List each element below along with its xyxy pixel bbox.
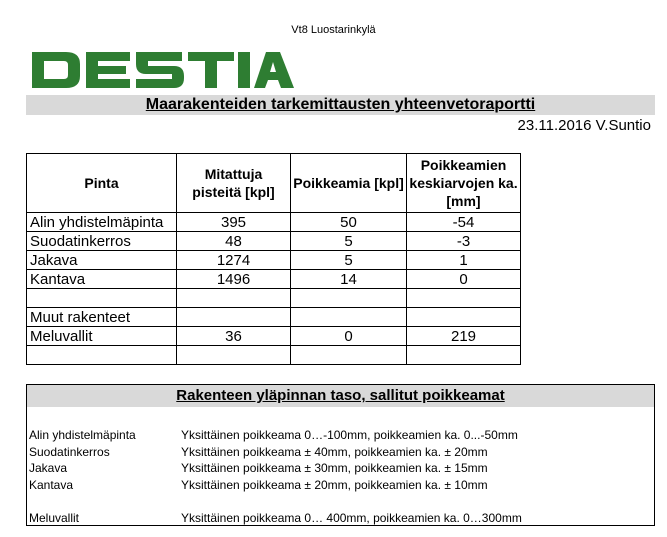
cell-keskiarvo: 0 [407, 270, 521, 289]
cell-poikkeamia: 5 [291, 251, 407, 270]
cell-keskiarvo [407, 308, 521, 327]
cell-keskiarvo: -54 [407, 213, 521, 232]
cell-keskiarvo: 1 [407, 251, 521, 270]
destia-logo [32, 52, 294, 88]
column-header-pinta: Pinta [27, 154, 177, 213]
tolerance-layer: Suodatinkerros [29, 445, 110, 459]
cell-pinta: Meluvallit [27, 327, 177, 346]
tolerance-text: Yksittäinen poikkeama ± 40mm, poikkeamien ka. ± 20mm [181, 445, 488, 459]
table-row [27, 270, 521, 289]
cell-pinta [27, 289, 177, 308]
cell-keskiarvo: 219 [407, 327, 521, 346]
cell-pinta [27, 346, 177, 365]
tolerance-layer: Kantava [29, 478, 74, 492]
cell-poikkeamia [291, 346, 407, 365]
cell-keskiarvo: -3 [407, 232, 521, 251]
report-date-author: 23.11.2016 V.Suntio [517, 117, 651, 134]
cell-pinta: Kantava [27, 270, 177, 289]
table-header-row [27, 154, 521, 213]
table-row [27, 327, 521, 346]
cell-mitattuja: 1496 [177, 270, 291, 289]
cell-poikkeamia: 5 [291, 232, 407, 251]
cell-mitattuja [177, 346, 291, 365]
cell-keskiarvo [407, 289, 521, 308]
table-row [27, 346, 521, 365]
table-row [27, 213, 521, 232]
cell-mitattuja: 1274 [177, 251, 291, 270]
cell-pinta: Muut rakenteet [27, 308, 177, 327]
project-title: Vt8 Luostarinkylä [291, 24, 376, 36]
cell-mitattuja: 36 [177, 327, 291, 346]
cell-mitattuja [177, 308, 291, 327]
cell-poikkeamia: 50 [291, 213, 407, 232]
cell-pinta: Suodatinkerros [27, 232, 177, 251]
cell-poikkeamia: 0 [291, 327, 407, 346]
report-title: Maarakenteiden tarkemittausten yhteenvetoraportti [145, 96, 536, 113]
tolerance-text: Yksittäinen poikkeama 0… 400mm, poikkeamien ka. 0…300mm [181, 511, 522, 525]
column-header-poikkeamia: Poikkeamia [kpl] [291, 154, 407, 213]
cell-keskiarvo [407, 346, 521, 365]
tolerance-layer: Alin yhdistelmäpinta [29, 428, 136, 442]
summary-table [26, 153, 521, 365]
table-row [27, 251, 521, 270]
tolerances-title: Rakenteen yläpinnan taso, sallitut poikkeamat [176, 387, 505, 404]
cell-poikkeamia [291, 289, 407, 308]
column-header-mitattuja: Mitattuja pisteitä [kpl] [177, 154, 291, 213]
table-row [27, 289, 521, 308]
tolerance-layer: Jakava [29, 461, 68, 475]
cell-pinta: Jakava [27, 251, 177, 270]
cell-mitattuja: 48 [177, 232, 291, 251]
table-row [27, 232, 521, 251]
cell-pinta: Alin yhdistelmäpinta [27, 213, 177, 232]
column-header-keskiarvo: Poikkeamien keskiarvojen ka. [mm] [407, 154, 521, 213]
tolerance-layer: Meluvallit [29, 511, 80, 525]
table-row [27, 308, 521, 327]
tolerance-text: Yksittäinen poikkeama 0…-100mm, poikkeamien ka. 0...-50mm [181, 428, 518, 442]
cell-mitattuja [177, 289, 291, 308]
cell-poikkeamia: 14 [291, 270, 407, 289]
tolerance-text: Yksittäinen poikkeama ± 30mm, poikkeamien ka. ± 15mm [181, 461, 488, 475]
cell-poikkeamia [291, 308, 407, 327]
cell-mitattuja: 395 [177, 213, 291, 232]
tolerance-text: Yksittäinen poikkeama ± 20mm, poikkeamien ka. ± 10mm [181, 478, 488, 492]
